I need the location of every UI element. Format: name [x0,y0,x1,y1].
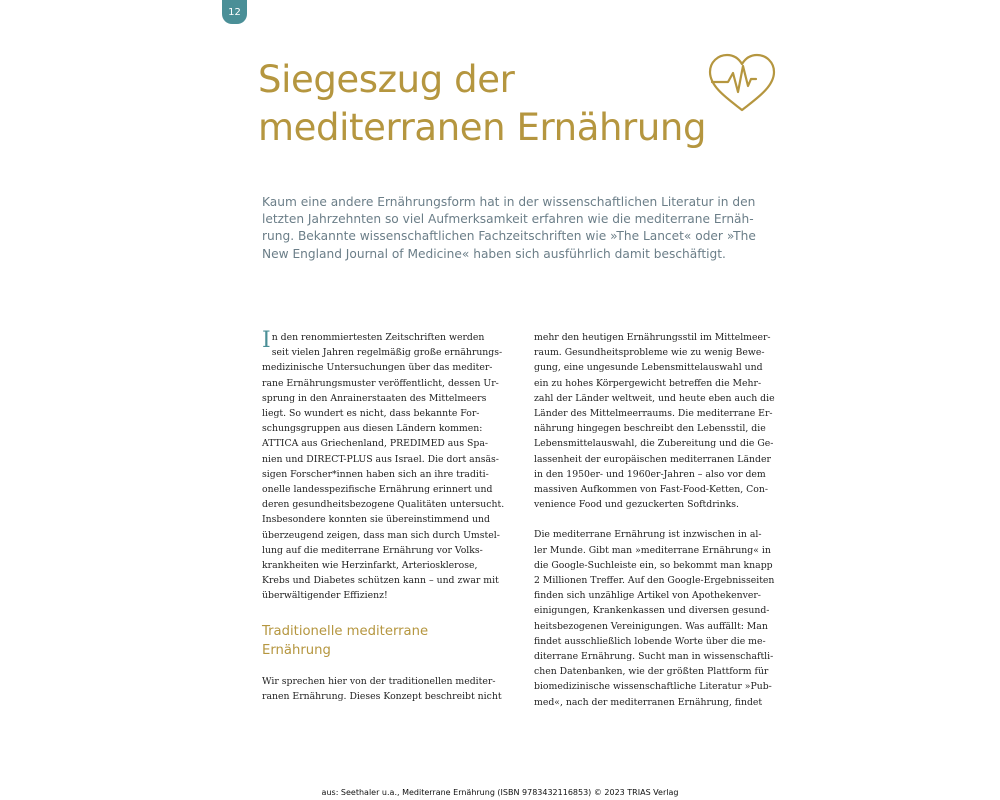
text-line: lung auf die mediterrane Ernährung vor Volks- [262,544,483,556]
text-line: biomedizinische wissenschaftliche Literatur »Pub- [534,681,772,693]
text-line: onelle landesspezifische Ernährung erinnert und [262,484,493,496]
title-line: mediterranen Ernährung [258,106,707,149]
text-line: deren gesundheitsbezogene Qualitäten untersucht. [262,499,505,511]
right-column [534,330,779,710]
page-number: 12 [228,6,241,18]
text-line: liegt. So wundert es nicht, dass bekannte For- [262,408,480,420]
text-line: ranen Ernährung. Dieses Konzept beschreibt nicht [262,690,502,702]
page-number-badge [222,0,247,24]
intro-line: rung. Bekannte wissenschaftlichen Fachzeitschriften wie »The Lancet« oder »The [262,229,756,244]
text-line: lassenheit der europäischen mediterranen Länder [534,453,771,465]
text-line: med«, nach der mediterranen Ernährung, findet [534,696,763,708]
text-line: venience Food und gezuckerten Softdrinks. [534,499,739,511]
text-line: diterrane Ernährung. Sucht man in wissenschaftli- [534,651,774,663]
text-line: Die mediterrane Ernährung ist inzwischen in al- [534,529,762,541]
text-line: überzeugend zeigen, dass man sich durch Umstel- [262,529,500,541]
text-line: Krebs und Diabetes schützen kann – und zwar mit [262,575,499,587]
text-line: sprung in den Anrainerstaaten des Mittelmeers [262,392,487,404]
text-line: in den 1950er- und 1960er-Jahren – also vor dem [534,468,766,480]
text-line: chen Datenbanken, wie der größten Plattform für [534,666,769,678]
page-title [258,56,738,152]
text-line: rane Ernährungsmuster veröffentlicht, dessen Ur- [262,377,499,389]
text-line: raum. Gesundheitsprobleme wie zu wenig Bewe- [534,347,765,359]
paragraph-gap [534,512,779,527]
text-line: n den renommiertesten Zeitschriften werden [271,332,485,343]
text-line: zahl der Länder weltweit, und heute eben auch die [534,392,775,404]
heart-pulse-icon [706,52,778,114]
text-line: gung, eine ungesunde Lebensmittelauswahl und [534,362,763,374]
intro-line: New England Journal of Medicine« haben sich ausführlich damit beschäftigt. [262,246,726,261]
text-line: sigen Forscher*innen haben sich an ihre traditi- [262,468,489,480]
subheading-line: Ernährung [262,642,331,658]
text-line: schungsgruppen aus diesen Ländern kommen: [262,423,483,435]
text-line: 2 Millionen Treffer. Auf den Google-Ergebnisseiten [534,575,775,587]
text-line: heitsbezogenen Vereinigungen. Was auffällt: Man [534,620,768,632]
body-paragraph [534,330,779,512]
text-line: massiven Aufkommen von Fast-Food-Ketten, Con- [534,484,768,496]
body-paragraph [262,674,507,704]
text-line: Lebensmittelauswahl, die Zubereitung und die Ge- [534,438,774,450]
text-line: ler Munde. Gibt man »mediterrane Ernährung« in [534,544,771,556]
text-line: nährung hingegen beschreibt den Lebensstil, die [534,423,766,435]
text-line: Wir sprechen hier von der traditionellen mediter- [262,675,496,687]
body-paragraph [534,527,779,709]
text-line: ATTICA aus Griechenland, PREDIMED aus Spa- [262,438,489,450]
text-line: medizinische Untersuchungen über das mediter- [262,362,493,374]
section-subheading [262,622,507,660]
text-line: ein zu hohes Körpergewicht betreffen die Mehr- [534,377,762,389]
text-line: findet ausschließlich lobende Worte über die me- [534,635,766,647]
text-line: Insbesondere konnten sie übereinstimmend und [262,514,490,526]
text-line: finden sich unzählige Artikel von Apothekenver- [534,590,761,602]
body-paragraph [262,330,507,604]
drop-cap: I [262,328,271,353]
text-line: überwältigender Effizienz! [262,590,388,602]
text-line: nien und DIRECT-PLUS aus Israel. Die dort ansäs- [262,453,499,465]
text-line: die Google-Suchleiste ein, so bekommt man knapp [534,559,773,571]
source-footer: aus: Seethaler u.a., Mediterrane Ernährung (ISBN 9783432116853) © 2023 TRIAS Verlag [321,788,679,797]
text-line: Länder des Mittelmeerraums. Die mediterrane Er- [534,408,773,420]
left-column [262,330,507,704]
intro-paragraph [262,194,762,263]
text-line: seit vielen Jahren regelmäßig große ernährungs- [271,347,503,359]
intro-line: letzten Jahrzehnten so viel Aufmerksamkeit erfahren wie die mediterrane Ernäh- [262,212,754,227]
text-line: einigungen, Krankenkassen und diversen gesund- [534,605,770,617]
text-line: krankheiten wie Herzinfarkt, Arteriosklerose, [262,560,478,572]
text-line: mehr den heutigen Ernährungsstil im Mittelmeer- [534,332,771,343]
subheading-line: Traditionelle mediterrane [262,623,429,639]
title-line: Siegeszug der [258,58,515,101]
intro-line: Kaum eine andere Ernährungsform hat in der wissenschaftlichen Literatur in den [262,195,756,209]
